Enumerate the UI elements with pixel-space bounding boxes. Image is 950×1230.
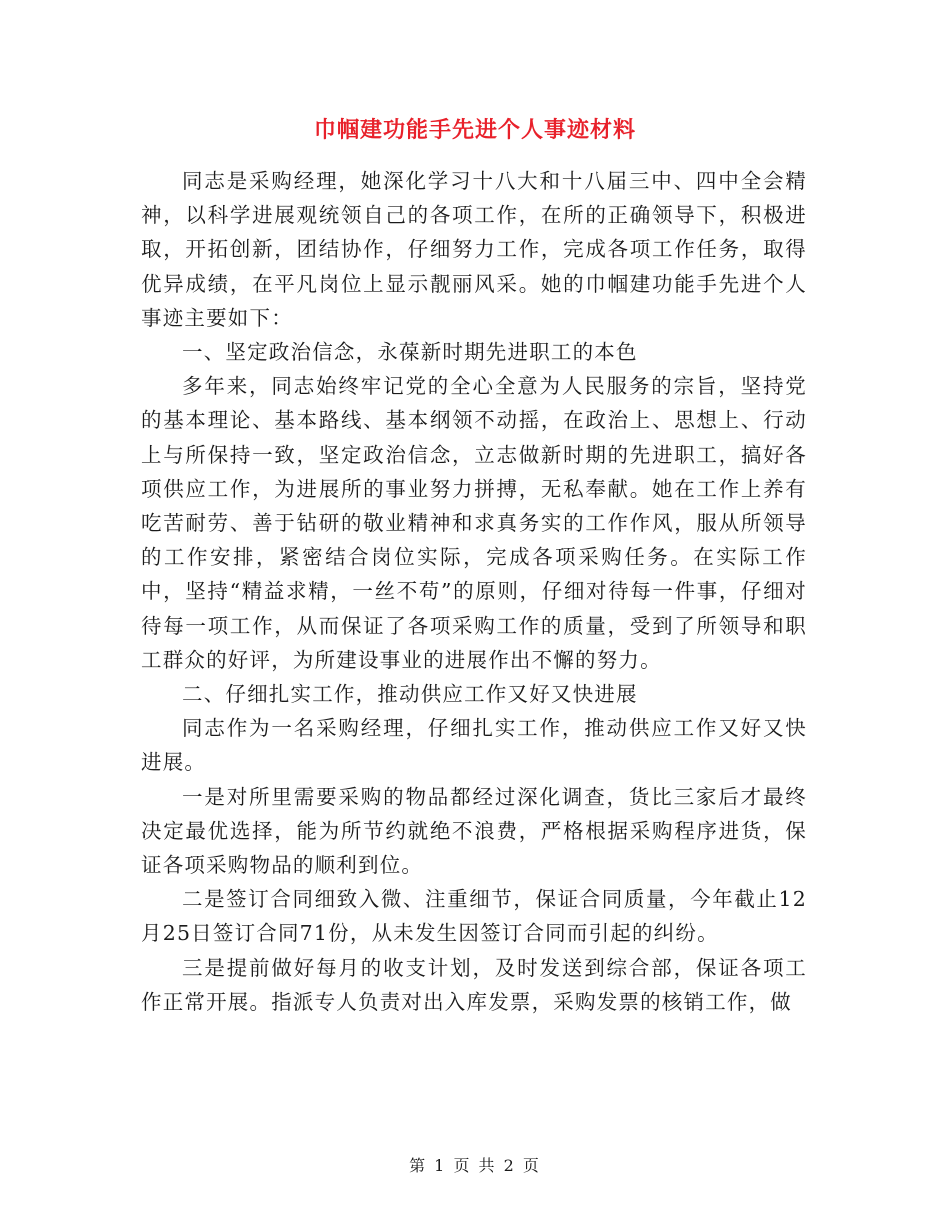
paragraph-section-2: 同志作为一名采购经理，仔细扎实工作，推动供应工作又好又快进展。 — [141, 716, 807, 775]
document-title: 巾帼建功能手先进个人事迹材料 — [313, 117, 636, 143]
paragraph-intro: 同志是采购经理，她深化学习十八大和十八届三中、四中全会精神，以科学进展观统领自己的各项工作，在所的正确领导下，积极进取，开拓创新，团结协作，仔细努力工作，完成各项工作任务，取得优异成绩，在平凡岗位上显示靓丽风采。她的巾帼建功能手先进个人事迹主要如下： — [141, 169, 807, 330]
paragraph-point-1: 一是对所里需要采购的物品都经过深化调查，货比三家后才最终决定最优选择，能为所节约就绝不浪费，严格根据采购程序进货，保证各项采购物品的顺利到位。 — [141, 784, 807, 878]
heading-section-1: 一、坚定政治信念，永葆新时期先进职工的本色 — [182, 340, 638, 365]
paragraph-section-1: 多年来，同志始终牢记党的全心全意为人民服务的宗旨，坚持党的基本理论、基本路线、基本纲领不动摇，在政治上、思想上、行动上与所保持一致，坚定政治信念，立志做新时期的先进职工，搞好各项供应工作，为进展所的事业努力拼搏，无私奉献。她在工作上养有吃苦耐劳、善于钻研的敬业精神和求真务实的工作作风，服从所领导的工作安排，紧密结合岗位实际，完成各项采购任务。在实际工作中，坚持“精益求精，一丝不苟”的原则，仔细对待每一件事，仔细对待每一项工作，从而保证了各项采购工作的质量，受到了所领导和职工群众的好评，为所建设事业的进展作出不懈的努力。 — [141, 374, 807, 672]
page-number-footer: 第 1 页 共 2 页 — [409, 1156, 541, 1175]
paragraph-point-2: 二是签订合同细致入微、注重细节，保证合同质量，今年截止12月25日签订合同71份，从未发生因签订合同而引起的纠纷。 — [141, 887, 807, 946]
paragraph-point-3: 三是提前做好每月的收支计划，及时发送到综合部，保证各项工作正常开展。指派专人负责对出入库发票，采购发票的核销工作，做 — [141, 955, 807, 1014]
document-body — [141, 164, 807, 1019]
heading-section-2: 二、仔细扎实工作，推动供应工作又好又快进展 — [182, 682, 638, 707]
